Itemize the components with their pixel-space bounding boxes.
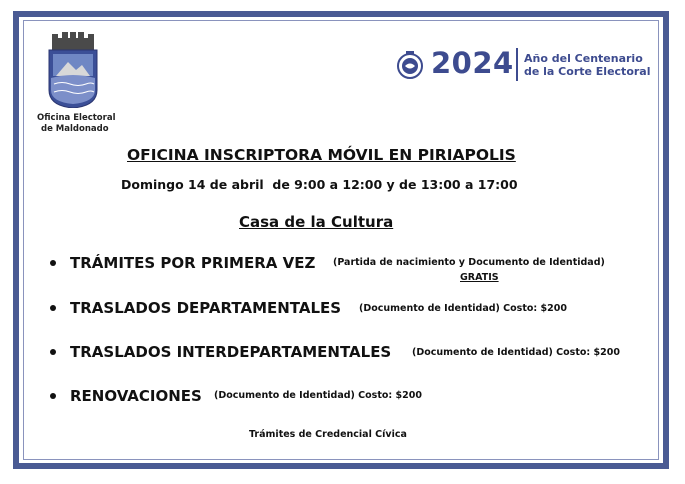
centenary-caption-line2: de la Corte Electoral (524, 65, 651, 78)
corte-electoral-seal-icon (396, 50, 424, 80)
centenary-caption-line1: Año del Centenario (524, 52, 643, 65)
badge-divider (516, 48, 518, 81)
service-item-note: (Partida de nacimiento y Documento de Identidad) (333, 257, 605, 268)
footer-text: Trámites de Credencial Cívica (249, 429, 407, 440)
maldonado-crest-icon (46, 32, 100, 108)
bullet-icon (50, 349, 56, 355)
page-title: OFICINA INSCRIPTORA MÓVIL EN PIRIAPOLIS (127, 146, 516, 164)
service-item-note: (Documento de Identidad) Costo: $200 (412, 347, 620, 358)
logo-caption (37, 113, 117, 135)
service-item-note: (Documento de Identidad) Costo: $200 (359, 303, 567, 314)
centenary-caption (524, 52, 651, 78)
centenary-year: 2024 (431, 46, 514, 80)
service-item-name: TRASLADOS DEPARTAMENTALES (70, 299, 342, 317)
bullet-icon (50, 393, 56, 399)
venue-title: Casa de la Cultura (239, 213, 394, 231)
logo-caption-line1: Oficina Electoral (37, 113, 116, 123)
service-item-name: TRASLADOS INTERDEPARTAMENTALES (70, 343, 392, 361)
logo-caption-line2: de Maldonado (41, 124, 109, 134)
service-item-name: TRÁMITES POR PRIMERA VEZ (70, 254, 316, 272)
service-item-name: RENOVACIONES (70, 387, 202, 405)
bullet-icon (50, 260, 56, 266)
service-item-note: (Documento de Identidad) Costo: $200 (214, 390, 422, 401)
bullet-icon (50, 305, 56, 311)
schedule-text: Domingo 14 de abril de 9:00 a 12:00 y de 13:00 a 17:00 (121, 177, 518, 192)
free-label: GRATIS (460, 272, 499, 283)
